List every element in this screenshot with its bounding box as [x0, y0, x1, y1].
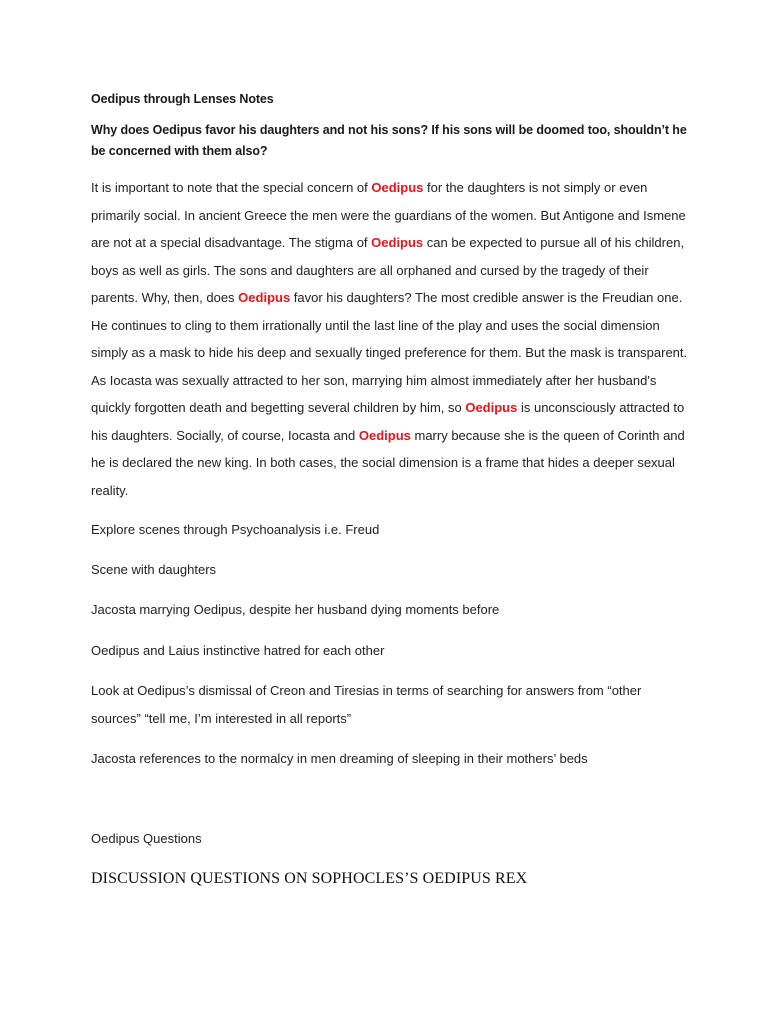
highlighted-name: Oedipus: [358, 427, 411, 443]
answer-segment: It is important to note that the special concern of: [91, 180, 372, 195]
note-psychoanalysis: Explore scenes through Psychoanalysis i.e. Freud: [91, 522, 380, 537]
highlighted-name: Oedipus: [465, 400, 518, 415]
note-laius-hatred: Oedipus and Laius instinctive hatred for each other: [91, 643, 385, 658]
highlighted-name: Oedipus: [371, 180, 424, 195]
section-oedipus-questions: Oedipus Questions: [91, 831, 202, 846]
answer-segment: can be expected to pursue all of his children, boys as well as girls. The sons and daughters are all orphaned and cursed by the tragedy of their parents. Why, then, does: [91, 235, 685, 305]
note-creon-tiresias: Look at Oedipus’s dismissal of Creon and Tiresias in terms of searching for answers from “other sources” “tell me, I’m interested in all reports”: [91, 683, 642, 726]
highlighted-name: Oedipus: [238, 290, 291, 305]
answer-segment: favor his daughters? The most credible answer is the Freudian one. He continues to cling to them irrationally until the last line of the play and uses the social dimension simply as a mask to hide his deep and sexually tinged preference for them. But the mask is transparent. As Iocasta was sexually attracted to her son, marrying him almost immediately after her husband's quickly forgotten death and begetting several children by him, so: [91, 290, 688, 415]
note-jacosta-dreams: Jacosta references to the normalcy in men dreaming of sleeping in their mothers’ beds: [91, 751, 588, 766]
discussion-questions-heading: DISCUSSION QUESTIONS ON SOPHOCLES’S OEDIPUS REX: [91, 870, 528, 887]
note-jacosta-marrying: Jacosta marrying Oedipus, despite her husband dying moments before: [91, 602, 500, 617]
note-daughters-scene: Scene with daughters: [91, 562, 217, 577]
answer-paragraph: [91, 174, 691, 504]
answer-segment: for the daughters is not simply or even primarily social. In ancient Greece the men were the guardians of the women. But Antigone and Ismene are not at a special disadvantage. The stigma of: [91, 180, 686, 250]
answer-segment: is unconsciously attracted to his daughters. Socially, of course, Iocasta and: [91, 400, 685, 443]
question-heading: Why does Oedipus favor his daughters and not his sons? If his sons will be doomed too, shouldn’t he be concerned with them also?: [91, 123, 687, 158]
document-title: Oedipus through Lenses Notes: [91, 92, 274, 106]
highlighted-name: Oedipus: [371, 235, 424, 250]
answer-segment: marry because she is the queen of Corinth and he is declared the new king. In both cases, the social dimension is a frame that hides a deeper sexual reality.: [91, 427, 685, 498]
